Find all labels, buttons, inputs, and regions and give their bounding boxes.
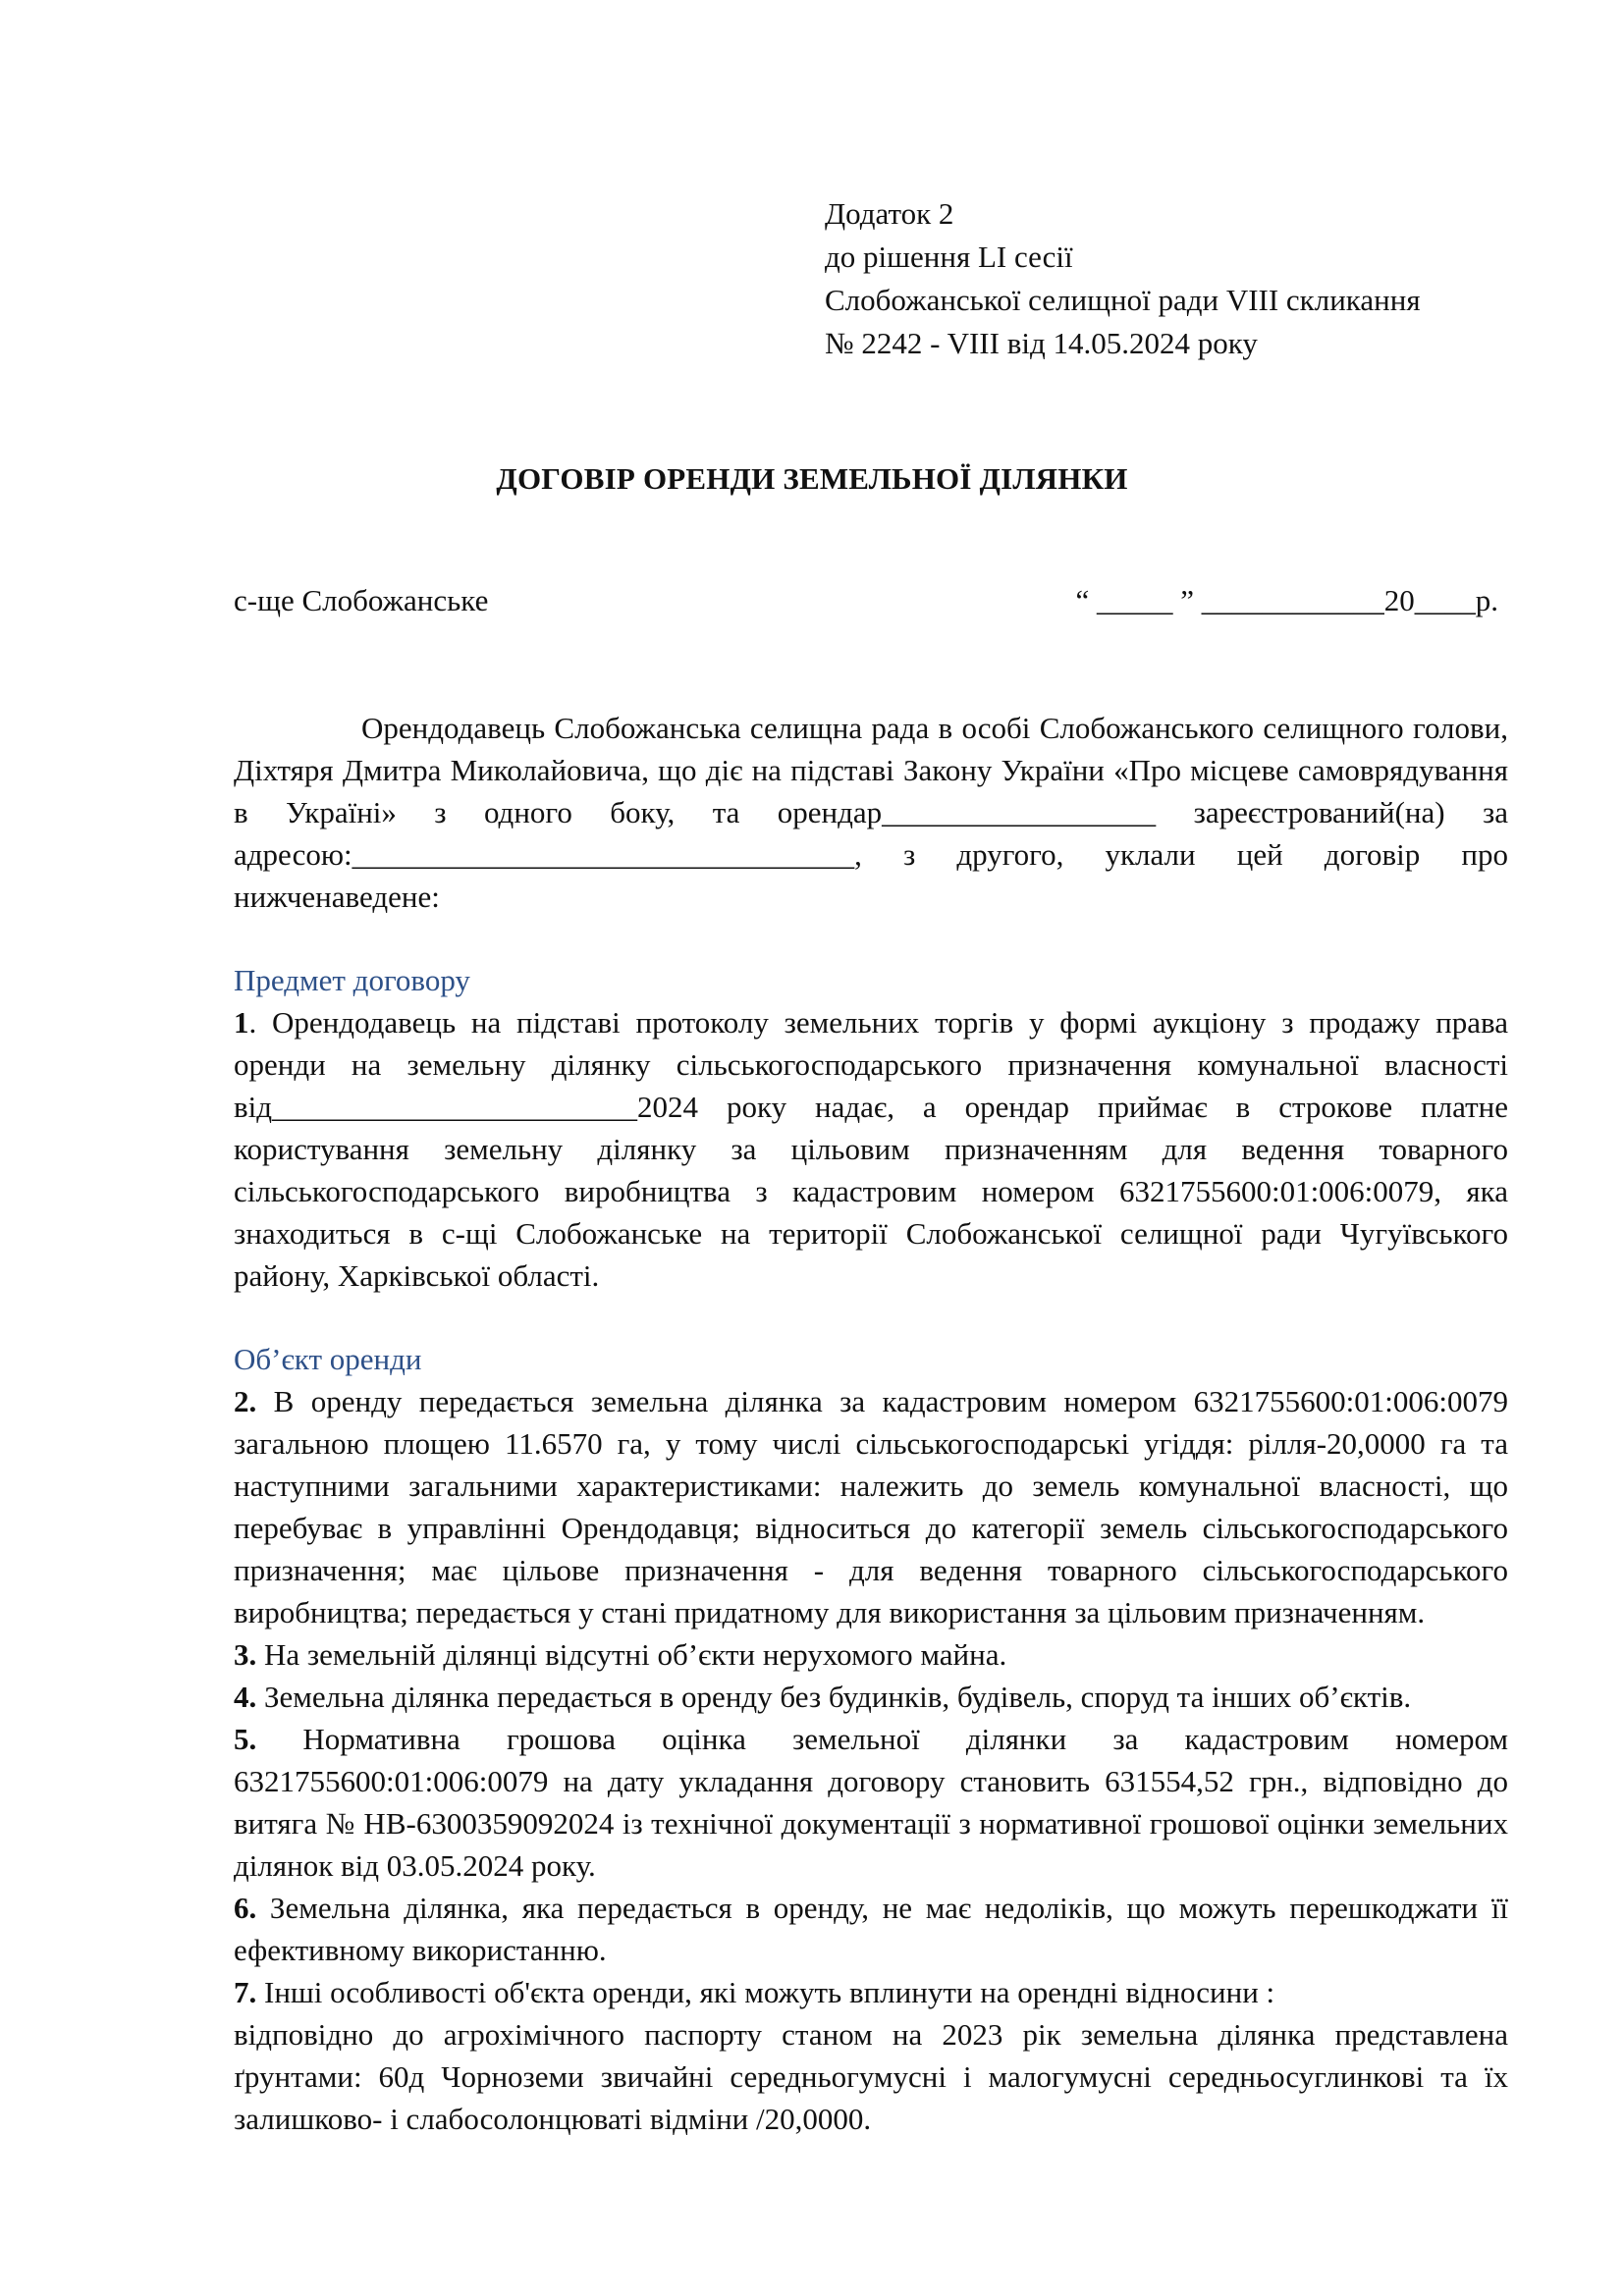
clause-7 [234,1971,1508,2013]
clause-7-continuation: відповідно до агрохімічного паспорту станом на 2023 рік земельна ділянка представлена ґрунтами: 60д Чорноземи звичайні середньогумусні і малогумусні середньосуглинкові та їх залишково- і слабосолонцюваті відміни /20,0000. [234,2017,1508,2136]
intro-paragraph: Орендодавець Слобожанська селищна рада в особі Слобожанського селищного голови, Діхтяря Дмитра Миколайовича, що діє на підставі Закону України «Про місцеве самоврядування в Україні» з одного боку, та орендар__________________ зареєстрований(на) за адресою:_________________________________, з другого, уклали цей договір про нижченаведене: [234,711,1508,914]
clause-text: На земельній ділянці відсутні об’єкти нерухомого майна. [256,1637,1007,1672]
clause-number: 5. [234,1722,257,1756]
clause-number: 4. [234,1680,257,1714]
clause-text: Нормативна грошова оцінка земельної ділянки за кадастровим номером 6321755600:01:006:0079 на дату укладання договору становить 631554,52 грн., відповідно до витяга № НВ-6300359092024 із технічної документації з нормативної грошової оцінки земельних ділянок від 03.05.2024 року. [234,1722,1508,1883]
clause-number: 3. [234,1637,257,1672]
clause-4 [234,1676,1508,1718]
clause-text: Інші особливості об'єкта оренди, які можуть вплинути на орендні відносини : [256,1975,1275,2009]
clause-number: 1 [234,1005,249,1040]
section-heading-object: Об’єкт оренди [234,1342,422,1376]
clause-text: . Орендодавець на підставі протоколу земельних торгів у формі аукціону з продажу права оренди на земельну ділянку сільськогосподарського призначення комунальної власності від________________________2024 року надає, а орендар приймає в строкове платне користування земельну ділянку за цільовим призначенням для ведення товарного сільськогосподарського виробництва з кадастровим номером 6321755600:01:006:0079, яка знаходиться в с-щі Слобожанське на території Слобожанської селищної ради Чугуївського району, Харківської області. [234,1005,1508,1293]
clause-1 [234,1001,1508,1297]
document-title: ДОГОВІР ОРЕНДИ ЗЕМЕЛЬНОЇ ДІЛЯНКИ [496,461,1128,496]
clause-6 [234,1887,1508,1971]
contract-place: с-ще Слобожанське [234,583,489,617]
annex-block [825,192,1571,365]
annex-line-2: до рішення LI сесії [825,240,1073,274]
annex-line-4: № 2242 - VIII від 14.05.2024 року [825,326,1258,360]
clause-3 [234,1633,1508,1676]
section-heading-subject: Предмет договору [234,963,470,997]
clause-text: Земельна ділянка передається в оренду без будинків, будівель, споруд та інших об’єктів. [256,1680,1412,1714]
document-body [234,707,1508,2140]
annex-line-1: Додаток 2 [825,196,954,231]
clause-text: В оренду передається земельна ділянка за кадастровим номером 6321755600:01:006:0079 загальною площею 11.6570 га, у тому числі сільськогосподарські угіддя: рілля-20,0000 га та наступними загальними характеристиками: належить до земель комунальної власності, що перебуває в управлінні Орендодавця; відноситься до категорії земель сільськогосподарського призначення; має цільове призначення - для ведення товарного сільськогосподарського виробництва; передається у стані придатному для використання за цільовим призначенням. [234,1384,1508,1629]
contract-date-line: “ _____ ” ____________20____р. [1075,583,1498,617]
annex-line-3: Слобожанської селищної ради VIII скликання [825,283,1421,317]
clause-number: 2. [234,1384,257,1418]
clause-text: Земельна ділянка, яка передається в оренду, не має недоліків, що можуть перешкоджати її ефективному використанню. [234,1891,1508,1967]
clause-5 [234,1718,1508,1887]
clause-number: 7. [234,1975,257,2009]
clause-2 [234,1380,1508,1633]
clause-number: 6. [234,1891,257,1925]
